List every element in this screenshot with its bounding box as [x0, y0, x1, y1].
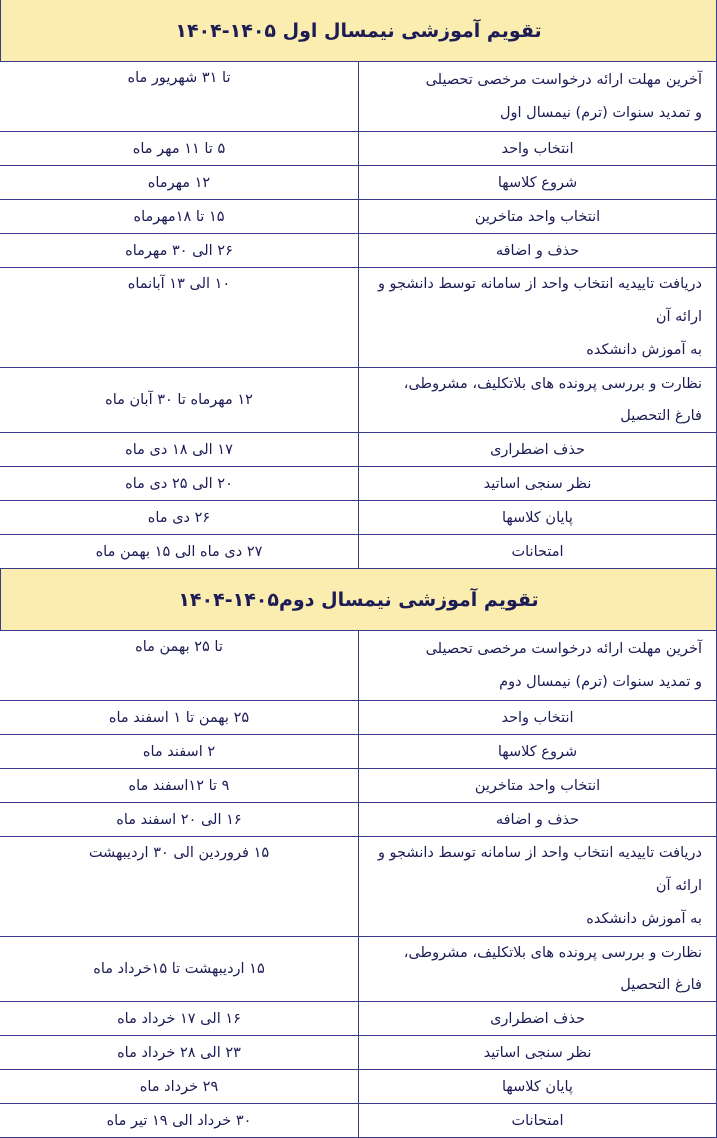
- event-cell: انتخاب واحد: [359, 701, 717, 735]
- event-text: دریافت تاییدیه انتخاب واحد از سامانه توسط دانشجو و ارائه آن: [377, 845, 702, 894]
- table-row: [0, 1070, 717, 1104]
- table-row: [0, 132, 717, 166]
- date-cell: ۲ اسفند ماه: [0, 735, 359, 769]
- table-row: [0, 631, 717, 701]
- table-row: [0, 433, 717, 467]
- event-text: به آموزش دانشکده: [586, 342, 702, 358]
- date-cell: ۱۷ الی ۱۸ دی ماه: [0, 433, 359, 467]
- event-cell: نظر سنجی اساتید: [359, 1036, 717, 1070]
- event-cell: [359, 631, 717, 701]
- date-cell: ۱۵ اردیبهشت تا ۱۵خرداد ماه: [0, 937, 359, 1002]
- table-row: [0, 368, 717, 433]
- table-row: [0, 200, 717, 234]
- date-cell: ۲۷ دی ماه الی ۱۵ بهمن ماه: [0, 535, 359, 569]
- semester2-title: تقویم آموزشی نیمسال دوم۱۴۰۵-۱۴۰۴: [178, 588, 539, 611]
- semester2-table: [0, 630, 717, 1138]
- semester2-calendar: [0, 569, 717, 1138]
- date-cell: ۱۲ مهرماه: [0, 166, 359, 200]
- table-row: [0, 62, 717, 132]
- table-row: [0, 1104, 717, 1138]
- event-text: و تمدید سنوات (ترم) نیمسال اول: [500, 104, 702, 121]
- table-row: [0, 735, 717, 769]
- event-cell: پایان کلاسها: [359, 1070, 717, 1104]
- table-row: [0, 701, 717, 735]
- event-cell: حذف و اضافه: [359, 234, 717, 268]
- event-text: و تمدید سنوات (ترم) نیمسال دوم: [499, 673, 702, 690]
- semester1-title: تقویم آموزشی نیمسال اول ۱۴۰۵-۱۴۰۴: [175, 19, 542, 42]
- event-cell: شروع کلاسها: [359, 735, 717, 769]
- table-row: [0, 501, 717, 535]
- date-cell: ۳۰ خرداد الی ۱۹ تیر ماه: [0, 1104, 359, 1138]
- event-text: آخرین مهلت ارائه درخواست مرخصی تحصیلی: [425, 71, 702, 88]
- table-row: [0, 837, 717, 937]
- event-text: آخرین مهلت ارائه درخواست مرخصی تحصیلی: [425, 640, 702, 657]
- semester1-header: [0, 0, 717, 61]
- event-cell: انتخاب واحد: [359, 132, 717, 166]
- event-cell: نظارت و بررسی پرونده های بلاتکلیف، مشروطی، فارغ التحصیل: [359, 937, 717, 1002]
- event-cell: [359, 837, 717, 937]
- semester2-header: [0, 569, 717, 630]
- date-cell: ۲۵ بهمن تا ۱ اسفند ماه: [0, 701, 359, 735]
- event-cell: [359, 62, 717, 132]
- table-row: [0, 535, 717, 569]
- event-text: دریافت تاییدیه انتخاب واحد از سامانه توسط دانشجو و ارائه آن: [377, 276, 702, 325]
- event-cell: پایان کلاسها: [359, 501, 717, 535]
- date-cell: ۱۲ مهرماه تا ۳۰ آبان ماه: [0, 368, 359, 433]
- table-row: [0, 467, 717, 501]
- table-row: [0, 1002, 717, 1036]
- semester1-table: [0, 61, 717, 569]
- date-cell: ۲۳ الی ۲۸ خرداد ماه: [0, 1036, 359, 1070]
- event-cell: حذف و اضافه: [359, 803, 717, 837]
- event-cell: امتحانات: [359, 535, 717, 569]
- table-row: [0, 803, 717, 837]
- event-cell: نظارت و بررسی پرونده های بلاتکلیف، مشروطی، فارغ التحصیل: [359, 368, 717, 433]
- date-cell: ۵ تا ۱۱ مهر ماه: [0, 132, 359, 166]
- event-cell: انتخاب واحد متاخرین: [359, 200, 717, 234]
- event-cell: [359, 268, 717, 368]
- table-row: [0, 937, 717, 1002]
- date-cell: ۱۵ تا ۱۸مهرماه: [0, 200, 359, 234]
- event-cell: انتخاب واحد متاخرین: [359, 769, 717, 803]
- date-cell: ۱۶ الی ۱۷ خرداد ماه: [0, 1002, 359, 1036]
- date-cell: تا ۲۵ بهمن ماه: [0, 631, 359, 701]
- event-cell: شروع کلاسها: [359, 166, 717, 200]
- table-row: [0, 1036, 717, 1070]
- date-cell: ۲۶ الی ۳۰ مهرماه: [0, 234, 359, 268]
- table-row: [0, 769, 717, 803]
- table-row: [0, 268, 717, 368]
- event-cell: حذف اضطراری: [359, 433, 717, 467]
- date-cell: ۹ تا ۱۲اسفند ماه: [0, 769, 359, 803]
- event-cell: امتحانات: [359, 1104, 717, 1138]
- date-cell: ۲۹ خرداد ماه: [0, 1070, 359, 1104]
- date-cell: ۱۰ الی ۱۳ آبانماه: [0, 268, 359, 368]
- date-cell: ۲۶ دی ماه: [0, 501, 359, 535]
- date-cell: ۱۵ فروردین الی ۳۰ اردیبهشت: [0, 837, 359, 937]
- date-cell: تا ۳۱ شهریور ماه: [0, 62, 359, 132]
- date-cell: ۲۰ الی ۲۵ دی ماه: [0, 467, 359, 501]
- event-cell: نظر سنجی اساتید: [359, 467, 717, 501]
- table-row: [0, 234, 717, 268]
- event-cell: حذف اضطراری: [359, 1002, 717, 1036]
- table-row: [0, 166, 717, 200]
- date-cell: ۱۶ الی ۲۰ اسفند ماه: [0, 803, 359, 837]
- event-text: به آموزش دانشکده: [586, 911, 702, 927]
